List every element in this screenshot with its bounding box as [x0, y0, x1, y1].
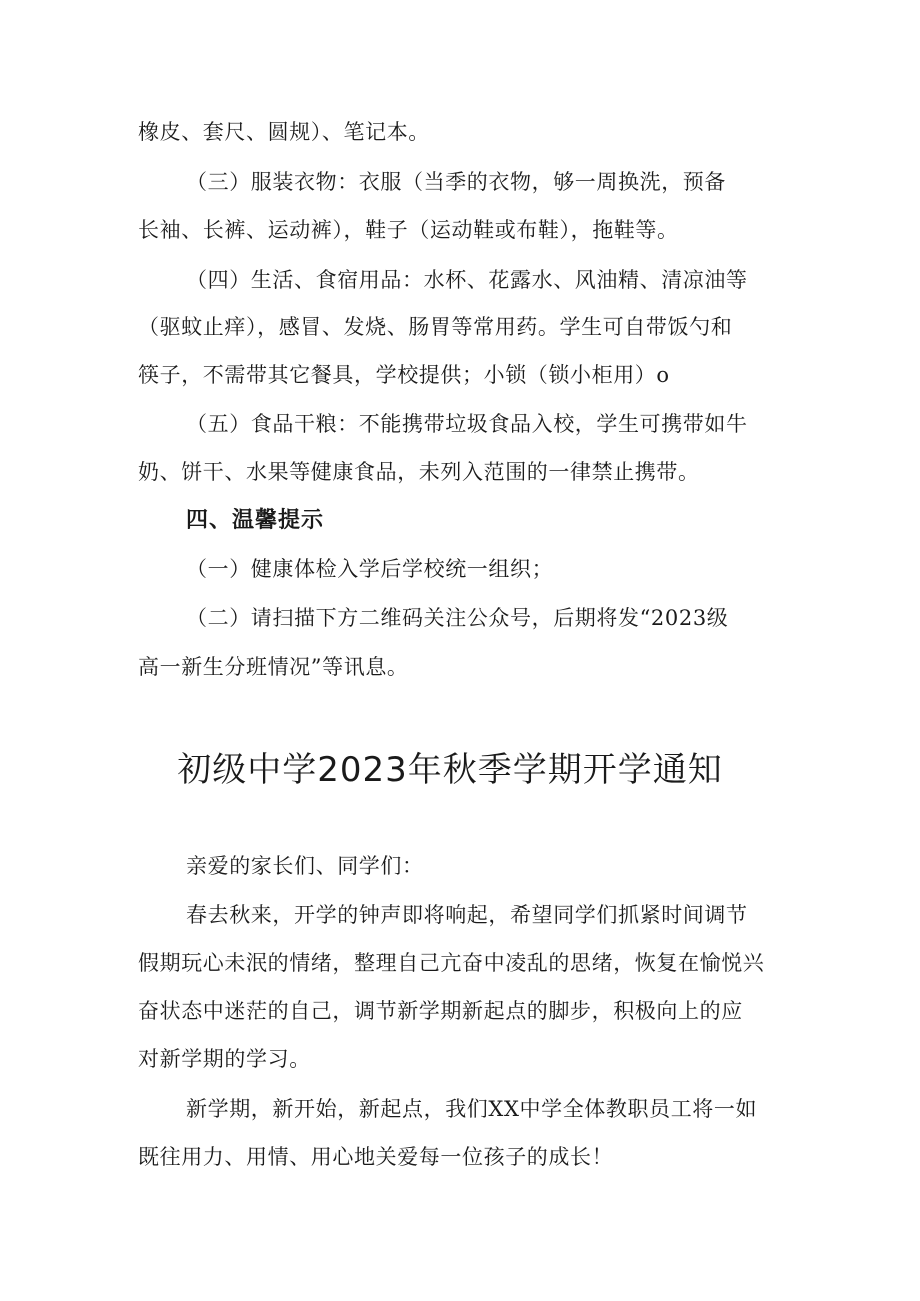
item5-line2: 奶、饼干、水果等健康食品，未列入范围的一律禁止携带。: [138, 460, 700, 484]
item5-line1: （五）食品干粮：不能携带垃圾食品入校，学生可携带如牛: [186, 412, 748, 436]
item2-tail-text: 橡皮、套尺、圆规）、笔记本。: [138, 120, 430, 144]
para1-line1: 春去秋来，开学的钟声即将响起，希望同学们抓紧时间调节: [186, 903, 748, 927]
item4-line2: （驱蚊止痒），感冒、发烧、肠胃等常用药。学生可自带饭勺和: [138, 315, 733, 339]
item4-line1: （四）生活、食宿用品：水杯、花露水、风油精、清凉油等: [186, 268, 748, 292]
section4-heading: 四、温馨提示: [186, 508, 325, 533]
para1-line2: 假期玩心未泯的情绪，整理自己亢奋中凌乱的思绪，恢复在愉悦兴: [138, 951, 765, 975]
item3-line2: 长袖、长裤、运动裤），鞋子（运动鞋或布鞋），拖鞋等。: [138, 218, 679, 242]
para1-line3: 奋状态中迷茫的自己，调节新学期新起点的脚步，积极向上的应: [138, 999, 743, 1023]
greeting-text: 亲爱的家长们、同学们：: [186, 854, 424, 878]
notice-title: 初级中学2023年秋季学期开学通知: [177, 750, 723, 790]
item3-line1: （三）服装衣物：衣服（当季的衣物，够一周换洗，预备: [186, 170, 726, 194]
item4-line3: 筷子，不需带其它餐具，学校提供；小锁（锁小柜用）o: [138, 363, 670, 387]
para2-line1: 新学期，新开始，新起点，我们XX中学全体教职员工将一如: [186, 1097, 758, 1121]
tip1-text: （一）健康体检入学后学校统一组织；: [186, 557, 554, 581]
tip2-line2: 高一新生分班情况”等讯息。: [138, 655, 409, 679]
para1-line4: 对新学期的学习。: [138, 1047, 311, 1071]
para2-line2: 既往用力、用情、用心地关爱每一位孩子的成长！: [138, 1145, 614, 1169]
tip2-line1: （二）请扫描下方二维码关注公众号，后期将发“2023级: [186, 606, 729, 630]
